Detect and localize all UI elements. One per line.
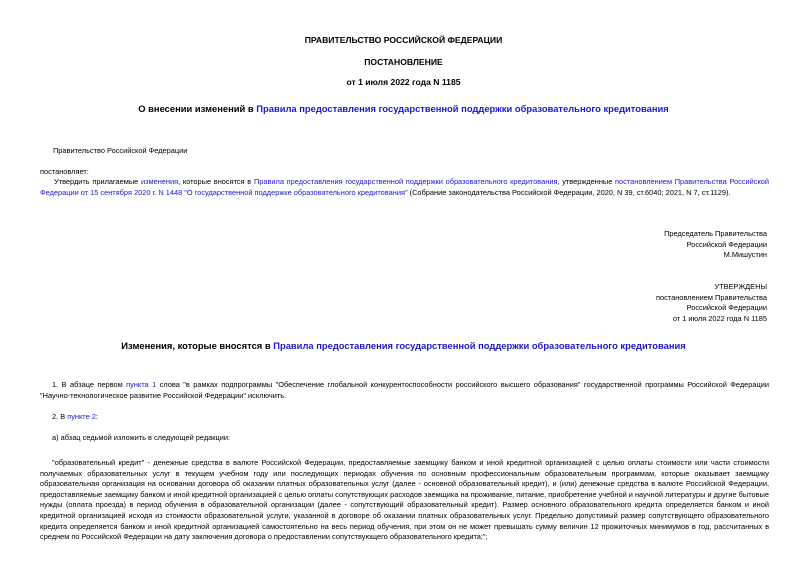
changes-title-prefix: Изменения, которые вносятся в xyxy=(121,340,274,351)
approved-block xyxy=(656,282,767,324)
title-prefix: О внесении изменений в xyxy=(138,103,257,114)
item-1-text-2: слова "в рамках подпрограммы "Обеспечение глобальной конкурентоспособности российского высшего образования" государственной программы Российской Федерации "Научно-технологическое развитие Российской Федерации" исключить. xyxy=(40,380,769,400)
item-2a-paragraph: а) абзац седьмой изложить в следующей редакции: xyxy=(52,433,231,442)
intro-decides: постановляет: xyxy=(40,167,89,176)
approve-text-1: Утвердить прилагаемые xyxy=(54,177,141,186)
point-1-link[interactable]: пункта 1 xyxy=(126,380,157,389)
government-heading: ПРАВИТЕЛЬСТВО РОССИЙСКОЙ ФЕДЕРАЦИИ xyxy=(304,35,503,45)
approve-paragraph xyxy=(40,177,769,198)
approve-text-4: (Собрание законодательства Российской Федерации, 2020, N 39, ст.6040; 2021, N 7, ст.1129). xyxy=(407,187,731,197)
changes-link[interactable]: изменения xyxy=(140,177,179,186)
approved-by: постановлением Правительства xyxy=(656,292,767,302)
rules-link[interactable]: Правила предоставления государственной поддержки образовательного кредитования xyxy=(256,103,669,114)
approved-country: Российской Федерации xyxy=(686,303,767,313)
item-2-paragraph xyxy=(52,412,98,423)
definition-paragraph: "образовательный кредит" - денежные средства в валюте Российской Федерации, предоставляемые заемщику банком и иной кредитной организацией с целью оплаты стоимости или части стоимости получаемых образовательных услуг в текущем учебном году или последующих периодах обучения по основным профессиональным образовательным программам, которые оказывает заемщику образовательная организация на основании договора об оказании платных образовательных услуг (далее - основной образовательный кредит), и (или) денежные средства в валюте Российской Федерации, предоставляемые заемщику банком и иной кредитной организацией с целью оплаты сопутствующих расходов заемщика на проживание, питание, приобретение учебной и научной литературы и другие бытовые нужды (оплата проезда) в период обучения в образовательной организации (далее - сопутствующий образовательный кредит). Размер основного образовательного кредита определяется банком и иной кредитной организацией исходя из стоимости образовательной услуги, указанной в договоре об оказании платных образовательных услуг. Предельно допустимый размер сопутствующего образовательного кредита определяется банком и иной кредитной организацией самостоятельно на весь период обучения, при этом он не может превышать сумму величин 12 прожиточных минимумов в год, рассчитанных в среднем по Российской Федерации на дату заключения договора о предоставлении сопутствующего образовательного кредита;"; xyxy=(40,458,769,542)
signature-name: М.Мишустин xyxy=(723,250,767,260)
signature-country: Российской Федерации xyxy=(686,239,767,249)
approved-label: УТВЕРЖДЕНЫ xyxy=(714,282,767,291)
signature-block xyxy=(664,229,767,261)
document-date-number: от 1 июля 2022 года N 1185 xyxy=(346,77,461,87)
approve-text-3: , утвержденные xyxy=(557,177,616,186)
intro-government: Правительство Российской Федерации xyxy=(53,146,188,155)
item-1-paragraph xyxy=(40,380,769,401)
point-2-link[interactable]: пункте 2 xyxy=(67,412,96,421)
changes-rules-link[interactable]: Правила предоставления государственной поддержки образовательного кредитования xyxy=(273,340,686,351)
approve-text-2: , которые вносятся в xyxy=(178,177,254,186)
item-2-text-1: 2. В xyxy=(52,412,68,421)
rules-link-2[interactable]: Правила предоставления государственной поддержки образовательного кредитования xyxy=(253,177,558,186)
changes-title xyxy=(0,341,807,352)
resolution-link[interactable]: постановлением Правительства Российской Федерации от 15 сентября 2020 г. N 1448 "О государственной поддержке образовательного кредитования" xyxy=(40,177,769,197)
item-1-text-1: 1. В абзаце первом xyxy=(52,380,127,389)
approved-date: от 1 июля 2022 года N 1185 xyxy=(672,313,767,323)
document-type: ПОСТАНОВЛЕНИЕ xyxy=(364,57,443,67)
signature-position: Председатель Правительства xyxy=(664,229,767,238)
item-2-text-2: : xyxy=(95,412,98,421)
document-title xyxy=(0,104,807,115)
